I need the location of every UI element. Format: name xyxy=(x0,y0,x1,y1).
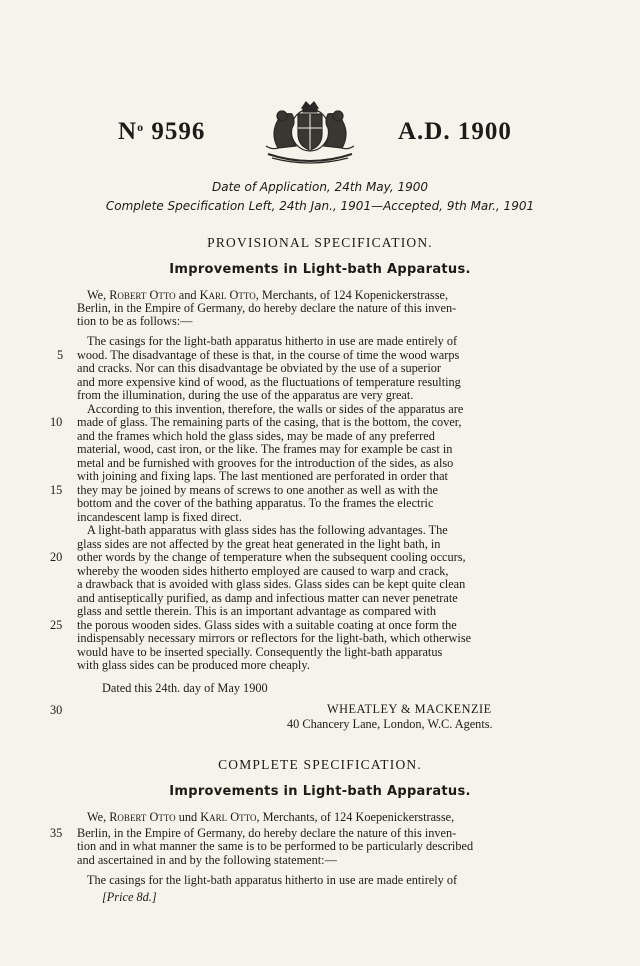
body-line: the porous wooden sides. Glass sides with a suitable coating at once form the xyxy=(77,618,457,632)
body-line: other words by the change of temperature when the subsequent cooling occurs, xyxy=(77,550,466,564)
line-number: 10 xyxy=(50,415,63,429)
provisional-intro-line: tion to be as follows:— xyxy=(77,314,193,328)
body-line: glass and settle therein. This is an important advantage as compared with xyxy=(77,604,437,618)
provisional-title: Improvements in Light-bath Apparatus. xyxy=(169,262,471,277)
patent-number xyxy=(118,118,205,146)
provisional-heading: PROVISIONAL SPECIFICATION. xyxy=(207,235,433,250)
complete-intro-line: tion and in what manner the same is to be performed to be particularly described xyxy=(77,839,474,853)
provisional-intro-line: We, Robert Otto and Karl Otto, Merchants, of 124 Kopenickerstrasse, xyxy=(87,288,449,302)
body-line: glass sides are not affected by the great heat generated in the light bath, in xyxy=(77,537,441,551)
body-line: from the illumination, during the use of the apparatus are very great. xyxy=(77,388,414,402)
body-line: indispensably necessary mirrors or reflectors for the light-bath, which otherwise xyxy=(77,631,472,645)
line-number: 5 xyxy=(57,348,64,362)
patent-year: A.D. 1900 xyxy=(398,118,512,145)
body-line: According to this invention, therefore, the walls or sides of the apparatus are xyxy=(87,402,464,416)
body-line: and antiseptically purified, as damp and infectious matter can never penetrate xyxy=(77,591,458,605)
body-line: they may be joined by means of screws to one another as well as with the xyxy=(77,483,438,497)
body-line: and more expensive kind of wood, as the fluctuations of temperature resulting xyxy=(77,375,461,389)
complete-title: Improvements in Light-bath Apparatus. xyxy=(169,784,471,799)
specification-dates: Complete Specification Left, 24th Jan., 1901—Accepted, 9th Mar., 1901 xyxy=(105,199,535,213)
body-line: wood. The disadvantage of these is that, in the course of time the wood warps xyxy=(77,348,460,362)
complete-heading: COMPLETE SPECIFICATION. xyxy=(218,757,422,772)
provisional-intro-line: Berlin, in the Empire of Germany, do hereby declare the nature of this inven- xyxy=(77,301,457,315)
body-line: bottom and the cover of the bathing apparatus. To the frames the electric xyxy=(77,496,434,510)
body-line: A light-bath apparatus with glass sides has the following advantages. The xyxy=(87,523,448,537)
agent-address: 40 Chancery Lane, London, W.C. Agents. xyxy=(287,717,493,731)
body-line: The casings for the light-bath apparatus hitherto in use are made entirely of xyxy=(87,334,458,348)
line-number: 30 xyxy=(50,703,63,717)
patent-header xyxy=(0,98,640,168)
patent-number-prefix: N xyxy=(118,118,138,145)
price-label: [Price 8d.] xyxy=(102,890,157,904)
complete-intro-line: and ascertained in and by the following statement:— xyxy=(77,853,337,867)
line-number: 35 xyxy=(50,826,63,840)
complete-intro-line: We, Robert Otto und Karl Otto, Merchants, of 124 Koepenickerstrasse, xyxy=(87,810,455,824)
body-line: metal and be furnished with grooves for the introduction of the sides, as also xyxy=(77,456,454,470)
body-line: incandescent lamp is fixed direct. xyxy=(77,510,242,524)
line-number: 25 xyxy=(50,618,63,632)
line-number: 20 xyxy=(50,550,63,564)
dated-line: Dated this 24th. day of May 1900 xyxy=(102,681,268,695)
body-line: would have to be inserted specially. Consequently the light-bath apparatus xyxy=(77,645,443,659)
body-line: and the frames which hold the glass sides, may be made of any preferred xyxy=(77,429,435,443)
patent-number-value: 9596 xyxy=(151,118,206,145)
agent-name: WHEATLEY & MACKENZIE xyxy=(327,702,492,716)
body-line: whereby the wooden sides hitherto employed are caused to warp and crack, xyxy=(77,564,449,578)
royal-coat-of-arms-icon xyxy=(258,98,362,166)
application-date: Date of Application, 24th May, 1900 xyxy=(212,180,428,194)
body-line: The casings for the light-bath apparatus hitherto in use are made entirely of xyxy=(87,873,458,887)
body-line: made of glass. The remaining parts of the casing, that is the bottom, the cover, xyxy=(77,415,462,429)
body-line: with joining and fixing laps. The last mentioned are perforated in order that xyxy=(77,469,448,483)
body-line: and cracks. Nor can this disadvantage be obviated by the use of a superior xyxy=(77,361,442,375)
body-line: with glass sides can be produced more cheaply. xyxy=(77,658,310,672)
line-number: 15 xyxy=(50,483,63,497)
complete-intro-line: Berlin, in the Empire of Germany, do hereby declare the nature of this inven- xyxy=(77,826,457,840)
patent-number-sup: o xyxy=(137,120,145,134)
body-line: material, wood, cast iron, or the like. The frames may for example be cast in xyxy=(77,442,453,456)
body-line: a drawback that is avoided with glass sides. Glass sides can be kept quite clean xyxy=(77,577,466,591)
